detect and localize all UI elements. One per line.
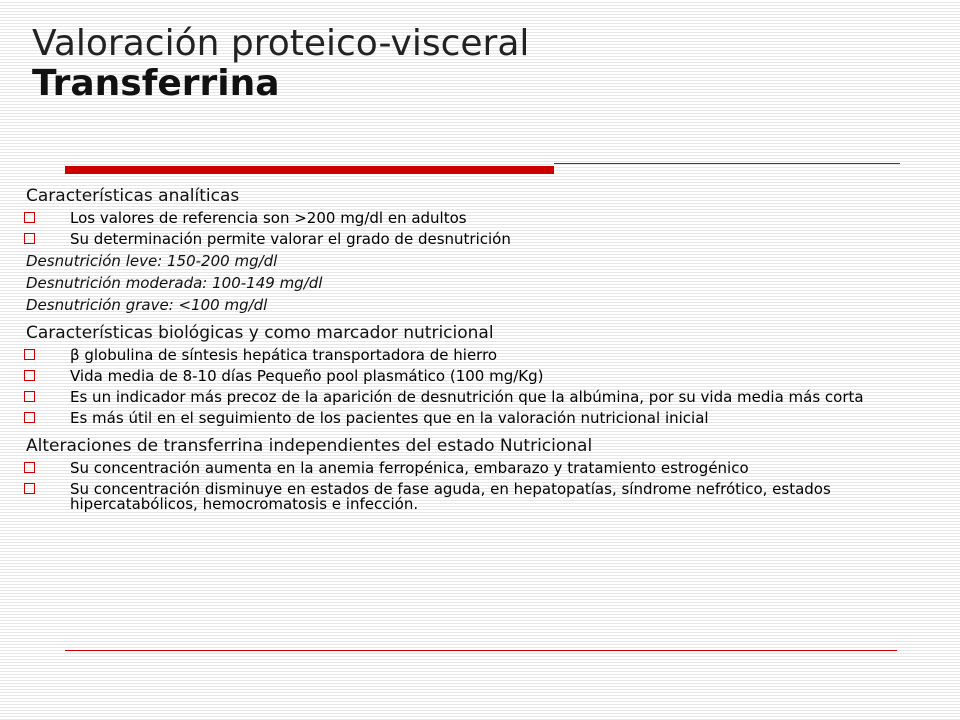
- list-item: [24, 348, 936, 363]
- list-item-text: Su concentración aumenta en la anemia ferropénica, embarazo y tratamiento estrogénico: [70, 459, 749, 477]
- title-line-1: Valoración proteico-visceral: [32, 23, 530, 64]
- malnutrition-level-mild: Desnutrición leve: 150-200 mg/dl: [26, 252, 278, 270]
- section-biological: [24, 323, 936, 426]
- section-analytical: [24, 186, 936, 313]
- square-bullet-icon: [24, 391, 35, 402]
- section-heading: Características biológicas y como marcador nutricional: [26, 323, 494, 343]
- list-item: [24, 411, 936, 426]
- list-item: [24, 482, 936, 512]
- list-item: [24, 461, 936, 476]
- square-bullet-icon: [24, 412, 35, 423]
- list-item-text: Es un indicador más precoz de la aparición de desnutrición que la albúmina, por su vida media más corta: [70, 388, 864, 406]
- bottom-divider-line: [65, 650, 897, 651]
- malnutrition-level-moderate: Desnutrición moderada: 100-149 mg/dl: [26, 274, 323, 292]
- slide-title: [32, 24, 529, 103]
- square-bullet-icon: [24, 370, 35, 381]
- list-item: [24, 369, 936, 384]
- list-item-text: Vida media de 8-10 días Pequeño pool plasmático (100 mg/Kg): [70, 367, 544, 385]
- list-item-text: Es más útil en el seguimiento de los pacientes que en la valoración nutricional inicial: [70, 409, 709, 427]
- slide-content: [24, 186, 936, 518]
- list-item: [24, 390, 936, 405]
- square-bullet-icon: [24, 349, 35, 360]
- list-item-text: β globulina de síntesis hepática transportadora de hierro: [70, 346, 498, 364]
- list-item-text: Su determinación permite valorar el grado de desnutrición: [70, 230, 511, 248]
- top-divider-line: [554, 163, 900, 164]
- list-item-text: Los valores de referencia son >200 mg/dl en adultos: [70, 209, 467, 227]
- section-heading: Características analíticas: [26, 186, 240, 206]
- section-heading: Alteraciones de transferrina independientes del estado Nutricional: [26, 436, 593, 456]
- square-bullet-icon: [24, 212, 35, 223]
- square-bullet-icon: [24, 483, 35, 494]
- square-bullet-icon: [24, 462, 35, 473]
- square-bullet-icon: [24, 233, 35, 244]
- malnutrition-level-severe: Desnutrición grave: <100 mg/dl: [26, 296, 268, 314]
- section-alterations: [24, 436, 936, 512]
- list-item-text: Su concentración disminuye en estados de fase aguda, en hepatopatías, síndrome nefrótico, estados hipercatabólicos, hemocromatosis e infección.: [70, 480, 831, 513]
- accent-bar: [65, 166, 554, 174]
- title-line-2: Transferrina: [32, 62, 280, 104]
- list-item: [24, 211, 936, 226]
- list-item: [24, 232, 936, 247]
